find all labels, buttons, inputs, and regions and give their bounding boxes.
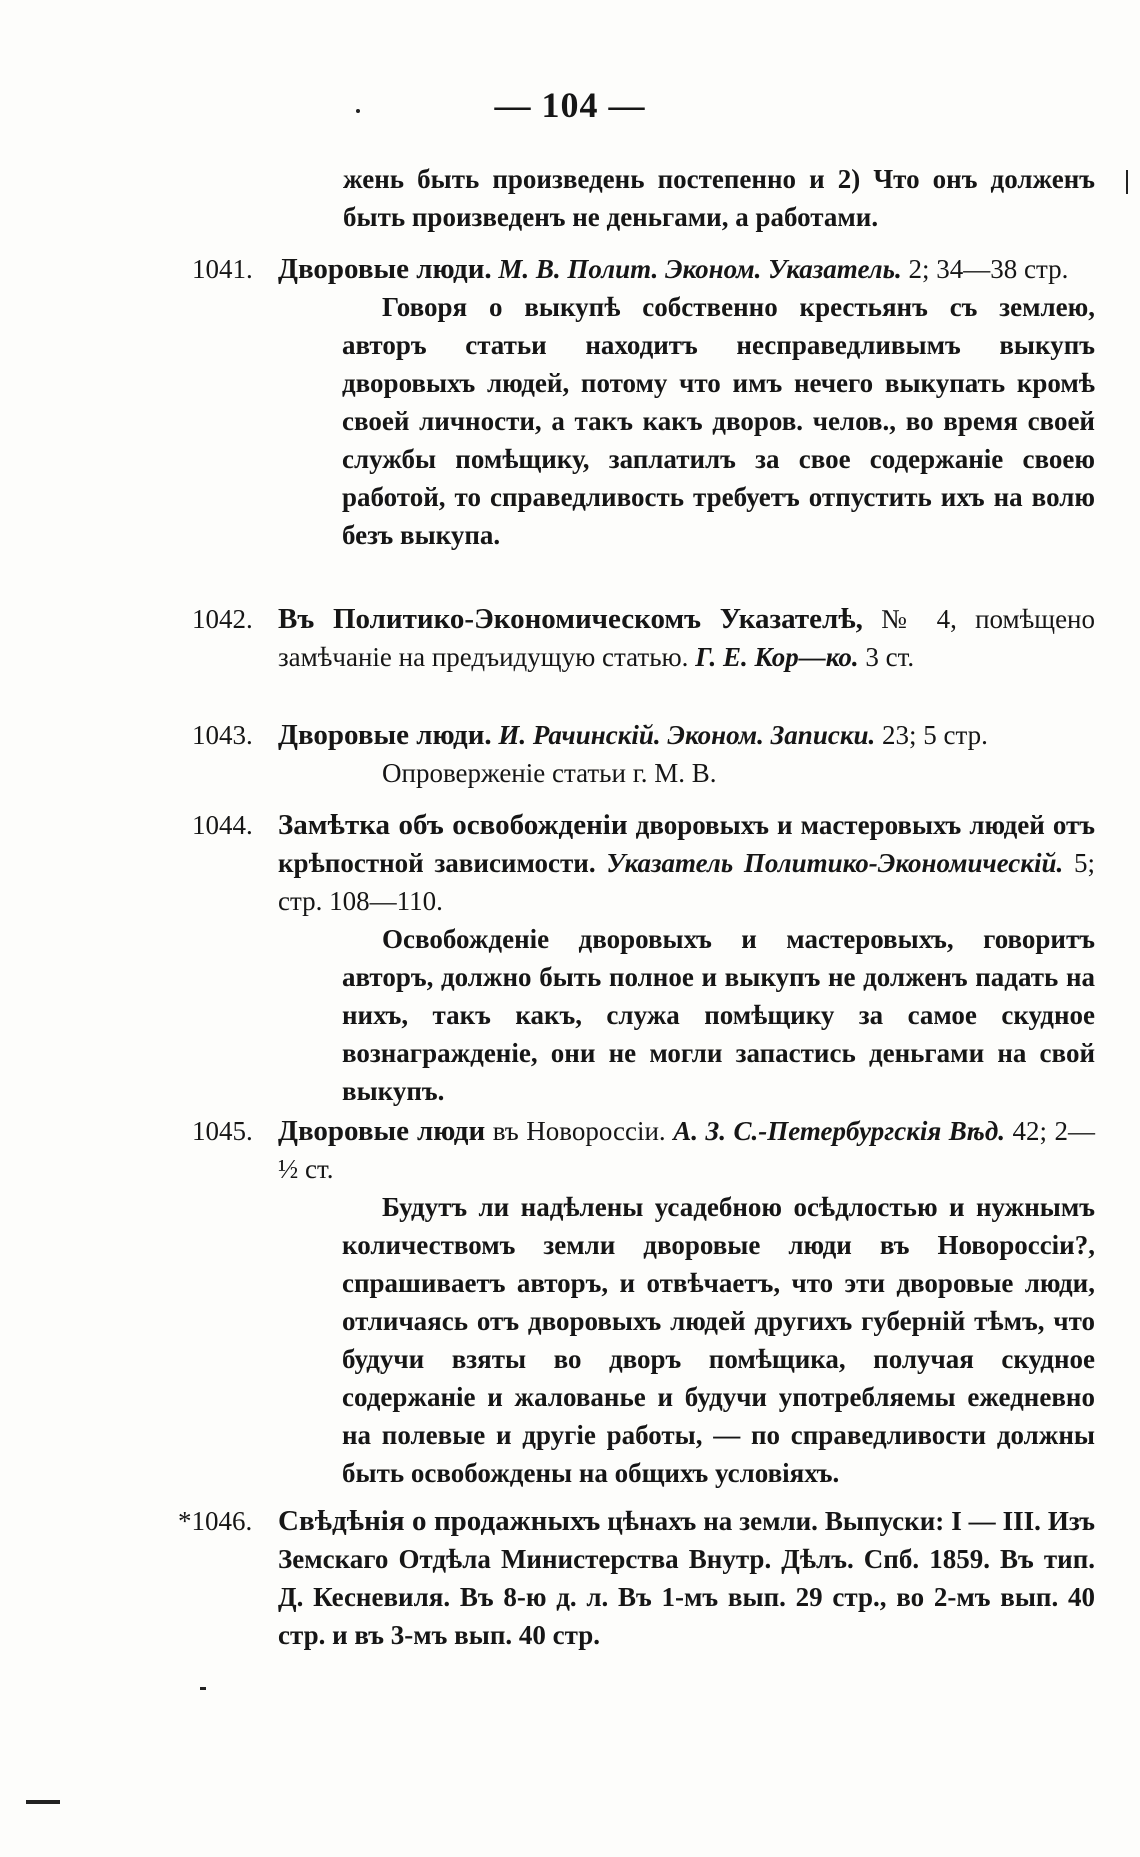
entry-heading bbox=[278, 600, 1095, 676]
entry-1043 bbox=[192, 716, 1095, 792]
entry-description bbox=[342, 1188, 1095, 1492]
entry-note: № 4, помѣщено замѣчаніе на предъидущую статью. bbox=[278, 604, 1096, 672]
entry-description bbox=[342, 754, 1095, 792]
entry-source: Г. Е. Кор—ко. bbox=[695, 642, 859, 672]
entry-source: И. Рачинскій. Эконом. Записки. bbox=[498, 720, 876, 750]
entry-ref: 5; стр. 108—110. bbox=[278, 848, 1096, 916]
entry-1045 bbox=[192, 1112, 1095, 1492]
entry-heading bbox=[278, 716, 1095, 754]
entry-1041 bbox=[192, 250, 1095, 554]
entry-number: *1046. bbox=[178, 1506, 253, 1536]
scan-mark bbox=[1126, 170, 1128, 194]
entry-source: М. В. Полит. Эконом. Указатель. bbox=[498, 254, 902, 284]
entry-1042 bbox=[192, 600, 1095, 676]
entry-title: Дворовые люди. bbox=[278, 719, 492, 751]
entry-1046 bbox=[178, 1502, 1095, 1654]
entry-source: А. З. С.-Петербургскія Вѣд. bbox=[673, 1116, 1005, 1146]
entry-title: Свѣдѣнія о продажныхъ bbox=[278, 1505, 601, 1537]
entry-number: 1041. bbox=[192, 254, 253, 284]
entry-title: Въ Политико-Экономическомъ Указателѣ, bbox=[278, 603, 863, 635]
entry-ref: 2; 34—38 стр. bbox=[908, 254, 1069, 284]
entry-ref: 3 ст. bbox=[865, 642, 915, 672]
entry-ref: 23; 5 стр. bbox=[882, 720, 988, 750]
entry-ref: 42; 2—½ ст. bbox=[278, 1116, 1096, 1184]
scan-mark bbox=[26, 1800, 60, 1804]
entry-number: 1042. bbox=[192, 604, 253, 634]
entry-number: 1043. bbox=[192, 720, 253, 750]
scan-speck bbox=[356, 109, 360, 113]
entry-description-text: Будутъ ли надѣлены усадебною осѣдлостью и нужнымъ количествомъ земли дворовые люди въ Новороссіи?, спрашиваетъ авторъ, и отвѣчаетъ, что эти дворовые люди, отличаясь отъ дворовыхъ людей другихъ губерній тѣмъ, что будучи взяты во дворъ помѣщика, получая скудное содержаніе и жалованье и будучи употребляемы ежедневно на полевые и другіе работы, — по справедливости должны быть освобождены на общихъ условіяхъ. bbox=[342, 1192, 1095, 1488]
entry-description bbox=[342, 288, 1095, 554]
scan-speck bbox=[200, 1687, 206, 1690]
entry-description bbox=[342, 920, 1095, 1110]
entry-heading bbox=[278, 806, 1095, 920]
entry-place: въ Новороссіи. bbox=[492, 1116, 666, 1146]
entry-heading bbox=[278, 250, 1095, 288]
entry-number: 1044. bbox=[192, 810, 253, 840]
entry-title-rest: дворовыхъ и мастеровыхъ людей отъ крѣпостной зависимости. bbox=[278, 810, 1095, 878]
entry-number: 1045. bbox=[192, 1116, 253, 1146]
entry-heading bbox=[278, 1502, 1095, 1654]
entry-title: Дворовые люди bbox=[278, 1115, 486, 1147]
entry-1044 bbox=[192, 806, 1095, 1110]
entry-description-text: Говоря о выкупѣ собственно крестьянъ съ землею, авторъ статьи находитъ несправедливымъ выкупъ дворовыхъ людей, потому что имъ нечего выкупать кромѣ своей личности, а такъ какъ двоpов. челов., во время своей службы помѣщику, заплатилъ за свое содержаніе своею работой, то справедливость требуетъ отпустить ихъ на волю безъ выкупа. bbox=[342, 292, 1095, 550]
entry-details: цѣнахъ на земли. Выпуски: I — III. Изъ Земскаго Отдѣла Министерства Внутр. Дѣлъ. Спб. 1859. Въ тип. Д. Кеснeвиля. Въ 8-ю д. л. Въ 1-мъ вып. 29 стр., во 2-мъ вып. 40 стр. и въ 3-мъ вып. 40 стр. bbox=[278, 1506, 1095, 1650]
page-number: — 104 — bbox=[494, 85, 646, 125]
entry-description-text: Освобожденіе дворовыхъ и мастеровыхъ, говоритъ авторъ, должно быть полное и выкупъ не долженъ падать на нихъ, такъ какъ, служа помѣщику за самое скудное вознагражденіе, они не могли запастись деньгами на свой выкупъ. bbox=[342, 924, 1095, 1106]
entry-heading bbox=[278, 1112, 1095, 1188]
entry-source: Указатель Политико-Экономическій. bbox=[606, 848, 1064, 878]
continuation-text: жень быть произведень постепенно и 2) Что онъ долженъ быть произведенъ не деньгами, а работами. bbox=[343, 164, 1095, 232]
entry-description-text: Опроверженіе статьи г. М. В. bbox=[382, 758, 717, 788]
entry-title: Замѣтка объ освобожденіи bbox=[278, 809, 628, 841]
entry-title: Дворовые люди. bbox=[278, 253, 492, 285]
